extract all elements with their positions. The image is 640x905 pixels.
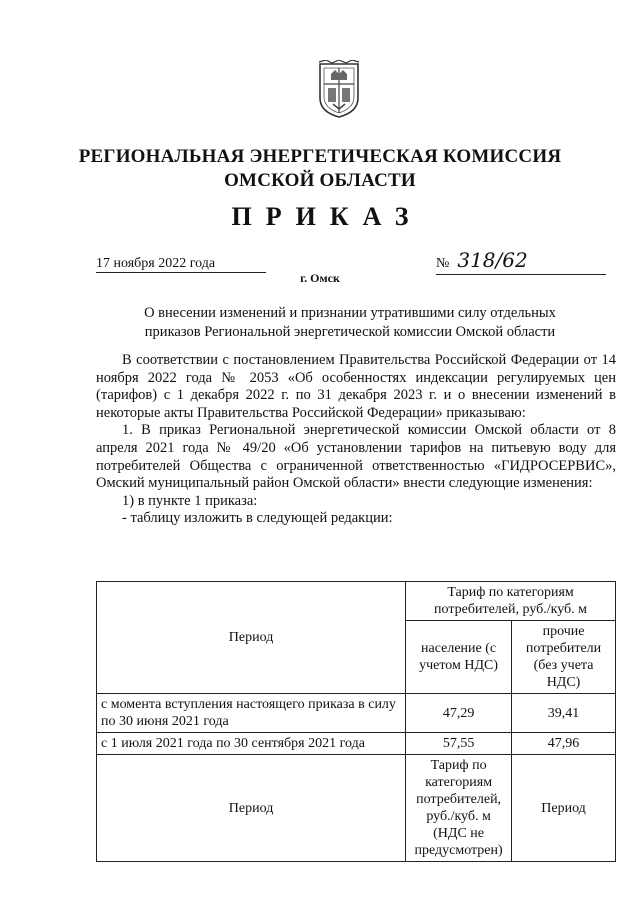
organization-name-line2: ОМСКОЙ ОБЛАСТИ [224, 170, 416, 191]
table-cell-period: с момента вступления настоящего приказа в силу по 30 июня 2021 года [97, 694, 406, 733]
body-paragraph: - таблицу изложить в следующей редакции: [122, 510, 393, 527]
table-cell-other: 39,41 [512, 694, 616, 733]
tariff-table [96, 581, 616, 862]
number-prefix: № [436, 256, 450, 271]
table-second-header-tariff: Тариф по категориям потребителей, руб./куб. м (НДС не предусмотрен) [406, 755, 512, 862]
table-cell-other: 47,96 [512, 733, 616, 755]
document-city: г. Омск [300, 271, 340, 285]
document-body [96, 352, 616, 528]
body-paragraph: 1. В приказ Региональной энергетической комиссии Омской области от 8 апреля 2021 года № 49/20 «Об установлении тарифов на питьевую воду для потребителей Общества с ограниченной ответственностью «ГИДРОСЕРВИС», Омский муниципальный район Омской области» внести следующие изменения: [96, 422, 616, 492]
table-row [97, 733, 616, 755]
document-subject: О внесении изменений и признании утратившими силу отдельных приказов Региональной энергетической комиссии Омской области [144, 305, 556, 340]
table-cell-period: с 1 июля 2021 года по 30 сентября 2021 года [97, 733, 406, 755]
table-header-population: население (с учетом НДС) [406, 621, 512, 694]
table-header-tariff: Тариф по категориям потребителей, руб./куб. м [406, 582, 616, 621]
table-second-header-period2: Период [512, 755, 616, 862]
document-date: 17 ноября 2022 года [96, 256, 266, 273]
table-header-other: прочие потребители (без учета НДС) [512, 621, 616, 694]
coat-of-arms-icon [318, 60, 360, 118]
body-paragraph: В соответствии с постановлением Правительства Российской Федерации от 14 ноября 2022 года № 2053 «Об особенностях индексации регулируемых цен (тарифов) с 1 декабря 2022 г. по 31 декабря 2023 г. и о внесении изменений в некоторые акты Правительства Российской Федерации» приказываю: [96, 352, 616, 421]
table-row [97, 694, 616, 733]
document-type-title: ПРИКАЗ [231, 202, 423, 231]
body-paragraph: 1) в пункте 1 приказа: [122, 492, 258, 509]
table-header-period: Период [97, 582, 406, 694]
table-cell-population: 57,55 [406, 733, 512, 755]
organization-name-line1: РЕГИОНАЛЬНАЯ ЭНЕРГЕТИЧЕСКАЯ КОМИССИЯ [78, 146, 562, 167]
table-cell-population: 47,29 [406, 694, 512, 733]
table-second-header-period: Период [97, 755, 406, 862]
handwritten-number: 318/62 [457, 248, 528, 272]
